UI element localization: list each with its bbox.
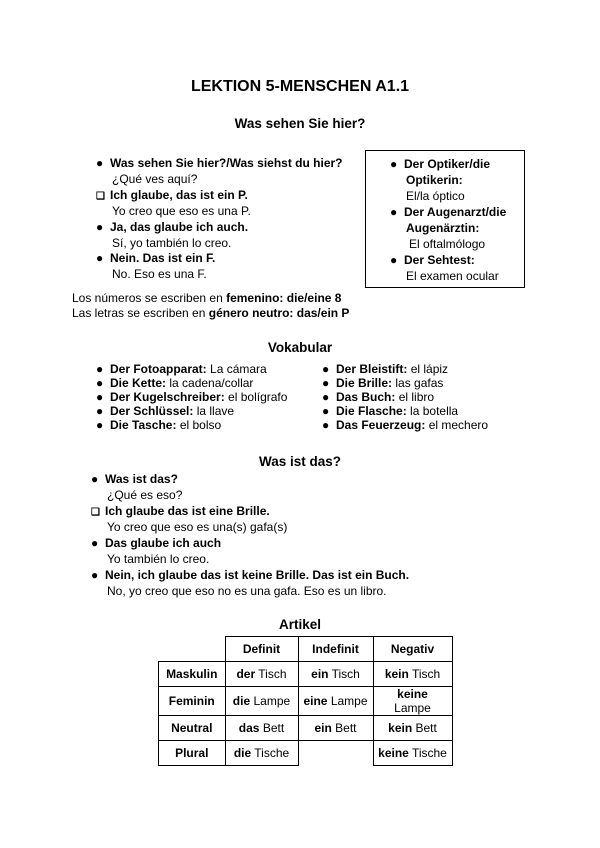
column-header: Definit — [225, 637, 298, 662]
bullet-icon: ● — [390, 157, 398, 171]
dialogue-line: ❑ Ich glaube, das ist ein P. — [96, 188, 248, 202]
box-item-cont: Optikerin: — [406, 173, 463, 187]
checkbox-icon: ❑ — [91, 507, 100, 518]
bullet-icon: ● — [91, 472, 99, 486]
dialogue-line: ● Was ist das? — [91, 472, 178, 486]
row-label: Neutral — [159, 716, 226, 741]
box-translation: El/la óptico — [406, 189, 465, 203]
table-cell: das Bett — [225, 716, 298, 741]
column-header: Negativ — [373, 637, 452, 662]
note-numbers: Los números se escriben en femenino: die/eine 8 — [72, 291, 342, 305]
table-row — [159, 687, 453, 716]
table-cell: eine Lampe — [298, 687, 373, 716]
column-header: Indefinit — [298, 637, 373, 662]
table-row — [159, 716, 453, 741]
section-heading-artikel: Artikel — [278, 617, 322, 632]
dialogue-translation: Sí, yo también lo creo. — [112, 236, 232, 250]
dialogue-translation: ¿Qué ves aquí? — [112, 172, 198, 186]
bullet-icon: ● — [322, 418, 330, 432]
vocab-item: ● Das Feuerzeug: el mechero — [322, 418, 489, 432]
vocab-item: ● Das Buch: el libro — [322, 390, 435, 404]
vocab-item: ● Der Schlüssel: la llave — [96, 404, 235, 418]
table-row — [159, 741, 453, 766]
note-letters: Las letras se escriben en género neutro: das/ein P — [72, 306, 350, 320]
bullet-icon: ● — [96, 220, 104, 234]
bullet-icon: ● — [91, 536, 99, 550]
bullet-icon: ● — [91, 568, 99, 582]
box-item-cont: Augenärztin: — [406, 221, 480, 235]
table-cell: kein Tisch — [373, 662, 452, 687]
table-cell: ein Tisch — [298, 662, 373, 687]
row-label: Maskulin — [159, 662, 226, 687]
bullet-icon: ● — [96, 376, 104, 390]
vocab-item: ● Der Fotoapparat: La cámara — [96, 362, 267, 376]
dialogue-translation: Yo también lo creo. — [107, 552, 210, 566]
vocab-item: ● Die Brille: las gafas — [322, 376, 444, 390]
table-cell: die Tische — [225, 741, 298, 766]
row-label: Feminin — [159, 687, 226, 716]
box-item: ● Der Optiker/die — [390, 157, 491, 171]
box-translation: El oftalmólogo — [409, 237, 486, 251]
dialogue-line: ● Was sehen Sie hier?/Was siehst du hier? — [96, 156, 343, 170]
checkbox-icon: ❑ — [96, 191, 105, 202]
box-translation: El examen ocular — [406, 269, 499, 283]
table-cell: kein Bett — [373, 716, 452, 741]
table-cell: keine Tische — [373, 741, 452, 766]
bullet-icon: ● — [96, 251, 104, 265]
bullet-icon: ● — [96, 390, 104, 404]
table-corner — [159, 637, 226, 662]
artikel-table — [158, 636, 453, 766]
dialogue-translation: Yo creo que eso es una P. — [112, 204, 251, 218]
dialogue-line: ● Nein, ich glaube das ist keine Brille. Das ist ein Buch. — [91, 568, 410, 582]
bullet-icon: ● — [322, 362, 330, 376]
box-item: ● Der Sehtest: — [390, 253, 475, 267]
bullet-icon: ● — [322, 404, 330, 418]
table-cell: ein Bett — [298, 716, 373, 741]
vocab-item: ● Die Flasche: la botella — [322, 404, 459, 418]
bullet-icon: ● — [390, 253, 398, 267]
bullet-icon: ● — [96, 418, 104, 432]
dialogue-line: ● Nein. Das ist ein F. — [96, 251, 216, 265]
bullet-icon: ● — [96, 404, 104, 418]
section-heading-was-ist-das: Was ist das? — [258, 454, 342, 469]
table-header-row — [159, 637, 453, 662]
box-item: ● Der Augenarzt/die — [390, 205, 507, 219]
table-cell: keine Lampe — [373, 687, 452, 716]
vocab-item: ● Die Tasche: el bolso — [96, 418, 222, 432]
bullet-icon: ● — [322, 390, 330, 404]
section-heading-vokabular: Vokabular — [267, 340, 333, 355]
table-row — [159, 662, 453, 687]
dialogue-line: ❑ Ich glaube das ist eine Brille. — [91, 504, 270, 518]
section-heading-was-sehen: Was sehen Sie hier? — [234, 116, 366, 131]
bullet-icon: ● — [322, 376, 330, 390]
page-title: LEKTION 5-MENSCHEN A1.1 — [190, 78, 410, 95]
dialogue-translation: Yo creo que eso es una(s) gafa(s) — [107, 520, 288, 534]
dialogue-translation: No, yo creo que eso no es una gafa. Eso es un libro. — [107, 584, 387, 598]
table-cell: die Lampe — [225, 687, 298, 716]
bullet-icon: ● — [390, 205, 398, 219]
vocab-item: ● Der Kugelschreiber: el bolígrafo — [96, 390, 288, 404]
table-cell: der Tisch — [225, 662, 298, 687]
dialogue-line: ● Das glaube ich auch — [91, 536, 222, 550]
bullet-icon: ● — [96, 362, 104, 376]
vocab-item: ● Die Kette: la cadena/collar — [96, 376, 254, 390]
table-cell-empty — [298, 741, 373, 766]
vocab-item: ● Der Bleistift: el lápiz — [322, 362, 449, 376]
row-label: Plural — [159, 741, 226, 766]
bullet-icon: ● — [96, 156, 104, 170]
dialogue-line: ● Ja, das glaube ich auch. — [96, 220, 249, 234]
dialogue-translation: No. Eso es una F. — [112, 267, 207, 281]
dialogue-translation: ¿Qué es eso? — [107, 488, 183, 502]
